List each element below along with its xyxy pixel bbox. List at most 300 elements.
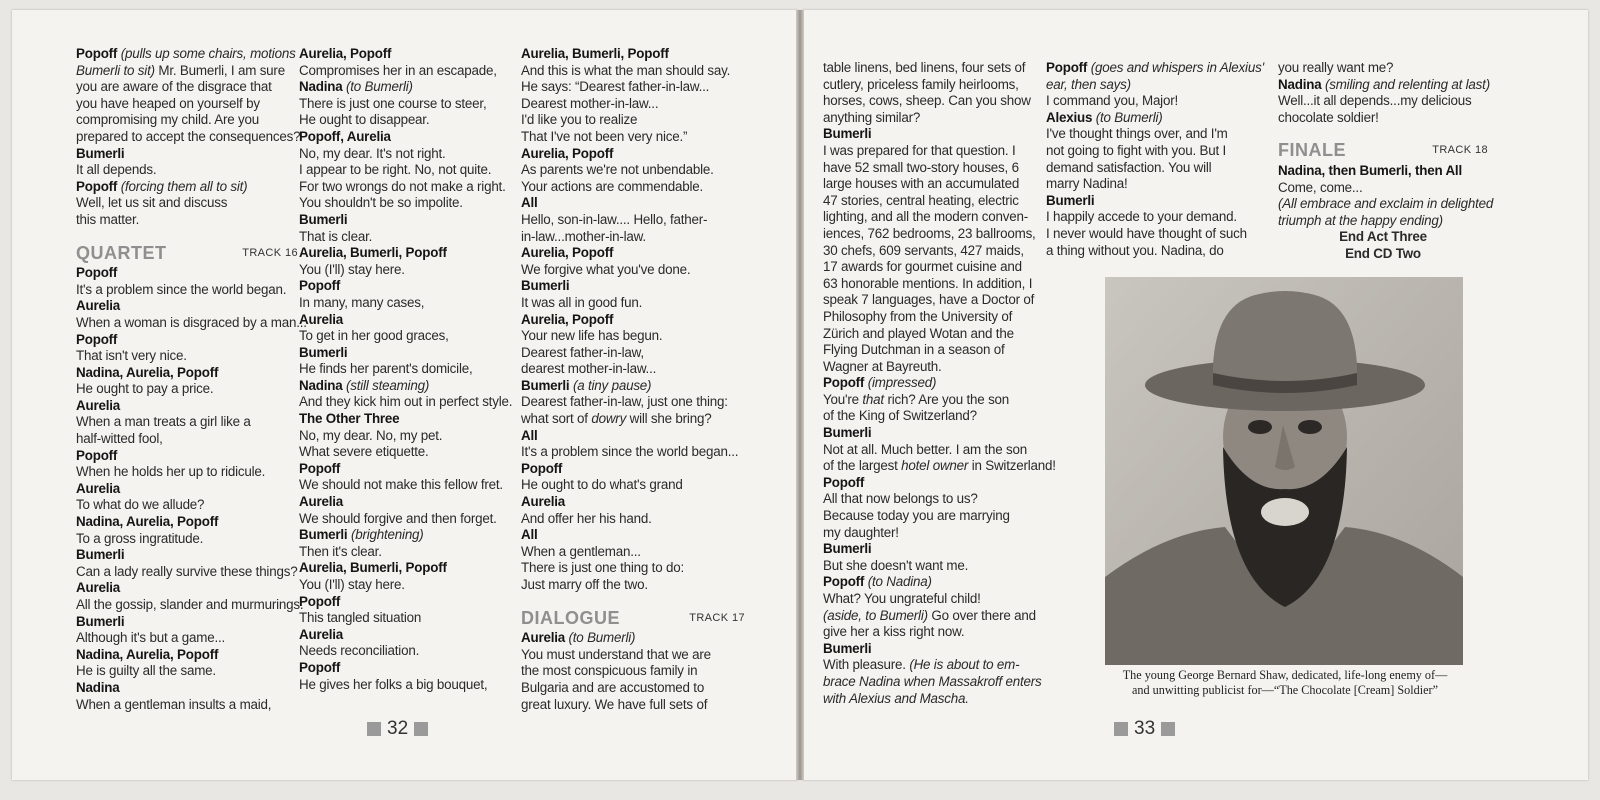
dialogue-text: horses, cows, sheep. Can you show	[823, 93, 1031, 109]
lyric-line	[1046, 209, 1261, 226]
dialogue-text: table linens, bed linens, four sets of	[823, 60, 1026, 75]
lyric-line	[823, 276, 1038, 293]
emphasis-text: dowry	[591, 411, 627, 427]
lyric-line	[299, 643, 513, 660]
dialogue-text: Bulgaria and are accustomed to	[521, 679, 705, 695]
speaker-line	[521, 195, 745, 212]
lyric-line	[76, 531, 298, 548]
speaker-name: Popoff	[823, 574, 865, 590]
lyric-line	[823, 491, 1038, 508]
dialogue-text: Hello, son-in-law.... Hello, father-	[521, 211, 708, 227]
lyric-line	[299, 63, 513, 80]
lyric-line	[299, 179, 513, 196]
lyric-line	[299, 146, 513, 163]
shaw-portrait-photo	[1105, 277, 1463, 665]
dialogue-text: What? You ungrateful child!	[823, 591, 981, 606]
dialogue-text: You're	[823, 391, 863, 407]
lyric-line	[521, 577, 745, 594]
dialogue-text: I've thought things over, and I'm	[1046, 126, 1228, 142]
dialogue-text: We should forgive and then forget.	[299, 510, 497, 526]
lyric-line	[521, 647, 745, 664]
dialogue-text: When a gentleman insults a maid,	[76, 696, 272, 712]
speaker-line	[299, 411, 513, 428]
stage-direction: (aside, to Bumerli)	[823, 607, 928, 623]
dialogue-text: prepared to accept the consequences?	[76, 128, 301, 144]
stage-direction: (to Bumerli)	[342, 79, 413, 95]
speaker-name: Bumerli	[823, 425, 872, 441]
dialogue-text: Then it's clear.	[299, 543, 382, 559]
lyric-line	[76, 348, 298, 365]
speaker-name: Aurelia, Popoff	[521, 145, 614, 161]
lyric-line	[823, 508, 1038, 525]
lyric-line	[299, 511, 513, 528]
photo-caption	[1100, 668, 1470, 698]
speaker-line	[299, 461, 513, 478]
photo-caption-line-1: The young George Bernard Shaw, dedicated, life-long enemy of—	[1122, 668, 1448, 682]
dialogue-text: I happily accede to your demand.	[1046, 209, 1237, 225]
dialogue-text: It all depends.	[76, 162, 157, 178]
speaker-name: Bumerli	[521, 278, 570, 294]
speaker-name: Bumerli	[1046, 192, 1095, 208]
lyric-line	[299, 394, 513, 411]
lyric-line	[1278, 93, 1488, 110]
dialogue-text: All the gossip, slander and murmurings.	[76, 597, 304, 612]
speaker-name: Popoff	[521, 460, 563, 476]
speaker-name: Aurelia	[76, 580, 120, 596]
speaker-name: All	[521, 527, 538, 543]
speaker-line	[1278, 163, 1488, 180]
speaker-name: Aurelia, Bumerli, Popoff	[299, 245, 447, 261]
dialogue-text: When a man treats a girl like a	[76, 414, 251, 430]
stage-direction: Bumerli to sit)	[76, 62, 155, 78]
lyric-line	[823, 309, 1038, 326]
dialogue-text: All that now belongs to us?	[823, 491, 978, 507]
dialogue-text: 63 honorable mentions. In addition, I	[823, 275, 1033, 291]
speaker-line	[1046, 110, 1261, 127]
lyric-line	[76, 96, 298, 113]
lyric-line	[1278, 246, 1488, 263]
lyric-line	[521, 444, 745, 461]
lyric-line	[299, 444, 513, 461]
dialogue-text: No, my dear. No, my pet.	[299, 427, 443, 443]
dialogue-text: Dearest father-in-law, just one thing:	[521, 394, 728, 410]
speaker-line	[299, 378, 513, 395]
speaker-name: Popoff	[299, 593, 341, 609]
dialogue-text: of the largest	[823, 458, 902, 474]
lyric-line	[299, 544, 513, 561]
stage-direction: (impressed)	[864, 375, 937, 391]
lyric-line	[823, 657, 1038, 674]
speaker-name: Popoff	[299, 659, 341, 675]
dialogue-text: great luxury. We have full sets of	[521, 696, 708, 712]
speaker-line	[76, 146, 298, 163]
dialogue-text: He ought to do what's grand	[521, 477, 683, 493]
stage-direction: (All embrace and exclaim in delighted	[1278, 196, 1494, 212]
dialogue-text: demand satisfaction. You will	[1046, 159, 1212, 175]
lyric-line	[299, 295, 513, 312]
lyric-line	[299, 428, 513, 445]
speaker-line	[76, 580, 298, 597]
emphasis-text: that	[862, 391, 884, 407]
speaker-name: All	[521, 195, 538, 211]
lyric-line	[299, 112, 513, 129]
dialogue-text: That I've not been very nice.”	[521, 128, 688, 144]
dialogue-text: Although it's but a game...	[76, 630, 226, 646]
speaker-name: Aurelia	[76, 397, 120, 413]
dialogue-text: He says: “Dearest father-in-law...	[521, 79, 710, 95]
dialogue-text: It was all in good fun.	[521, 294, 643, 310]
dialogue-text: He finds her parent's domicile,	[299, 361, 473, 377]
speaker-name: Popoff	[76, 447, 118, 463]
lyric-line	[521, 477, 745, 494]
dialogue-text: my daughter!	[823, 524, 899, 540]
speaker-line	[1046, 193, 1261, 210]
lyric-line	[1046, 176, 1261, 193]
speaker-name: Aurelia	[521, 494, 565, 510]
lyric-line	[1046, 93, 1261, 110]
page-number-right	[1114, 718, 1175, 740]
lyric-line	[76, 630, 298, 647]
lyric-line	[823, 442, 1038, 459]
dialogue-text: It's a problem since the world began...	[521, 444, 739, 460]
dialogue-text: lighting, and all the modern conven-	[823, 209, 1028, 225]
speaker-name: Aurelia, Popoff	[521, 245, 614, 261]
speaker-line	[76, 265, 298, 282]
lyric-line	[823, 326, 1038, 343]
dialogue-text: Your new life has begun.	[521, 328, 663, 344]
dialogue-text: Your actions are commendable.	[521, 178, 704, 194]
speaker-name: Aurelia	[299, 311, 343, 327]
right-page-column-1	[823, 60, 1056, 707]
page-number-left	[367, 718, 428, 740]
dialogue-text: There is just one thing to do:	[521, 560, 684, 576]
lyric-line	[76, 112, 298, 129]
lyric-line	[521, 112, 745, 129]
dialogue-text: Flying Dutchman in a season of	[823, 342, 1005, 358]
dialogue-text: this matter.	[76, 211, 140, 227]
stage-direction: (to Nadina)	[864, 574, 932, 590]
speaker-line	[76, 46, 298, 63]
lyric-line	[521, 79, 745, 96]
speaker-line	[76, 514, 298, 531]
dialogue-text: You (I'll) stay here.	[299, 261, 405, 277]
page-number-text: 33	[1134, 718, 1156, 739]
speaker-name: Bumerli	[76, 547, 125, 563]
dialogue-text: Just marry off the two.	[521, 577, 648, 592]
speaker-name: Alexius	[1046, 109, 1093, 125]
speaker-line	[299, 560, 513, 577]
dialogue-text: give her a kiss right now.	[823, 624, 965, 640]
speaker-name: Aurelia, Bumerli, Popoff	[299, 560, 447, 576]
dialogue-text: He gives her folks a big bouquet,	[299, 676, 488, 692]
lyric-line	[299, 195, 513, 212]
dialogue-text: not going to fight with you. But I	[1046, 142, 1227, 158]
speaker-line	[76, 647, 298, 664]
lyric-line	[823, 110, 1038, 127]
lyric-line	[76, 497, 298, 514]
stage-direction: (to Bumerli)	[565, 630, 636, 646]
lyric-line	[823, 292, 1038, 309]
lyric-line	[1046, 226, 1261, 243]
dialogue-text: the most conspicuous family in	[521, 663, 698, 679]
speaker-name: Aurelia	[521, 630, 565, 646]
lyric-line	[823, 193, 1038, 210]
lyric-line	[823, 624, 1038, 641]
dialogue-text: And this is what the man should say.	[521, 62, 731, 78]
lyric-line	[299, 577, 513, 594]
dialogue-text: Dearest father-in-law,	[521, 344, 644, 360]
dialogue-text: That is clear.	[299, 228, 373, 244]
speaker-name: Popoff, Aurelia	[299, 128, 391, 144]
lyric-line	[299, 477, 513, 494]
lyric-line	[521, 328, 745, 345]
lyric-line	[823, 359, 1038, 376]
dialogue-text: And they kick him out in perfect style.	[299, 394, 513, 410]
lyric-line	[76, 63, 298, 80]
lyric-line	[1046, 243, 1261, 260]
lyric-line	[823, 608, 1038, 625]
dialogue-text: I was prepared for that question. I	[823, 142, 1016, 158]
dialogue-text: 30 chefs, 609 servants, 427 maids,	[823, 242, 1024, 258]
speaker-name: Bumerli	[299, 211, 348, 227]
lyric-line	[299, 96, 513, 113]
dialogue-text: large houses with an accumulated	[823, 176, 1020, 192]
dialogue-text: dearest mother-in-law...	[521, 361, 657, 377]
speaker-line	[76, 332, 298, 349]
photo-caption-line-2: and unwitting publicist for—“The Chocolate [Cream] Soldier”	[1132, 683, 1438, 697]
speaker-line	[521, 527, 745, 544]
lyric-line	[299, 162, 513, 179]
lyric-line	[823, 93, 1038, 110]
lyric-line	[1046, 143, 1261, 160]
page-number-marker-icon	[367, 722, 381, 736]
stage-direction: ear, then says)	[1046, 76, 1131, 92]
lyric-line	[1046, 126, 1261, 143]
speaker-line	[521, 494, 745, 511]
section-heading	[521, 607, 745, 629]
dialogue-text: will she bring?	[626, 411, 712, 427]
speaker-name: Nadina	[299, 79, 343, 95]
stage-direction: (to Bumerli)	[1092, 109, 1163, 125]
speaker-name: Popoff	[76, 178, 118, 194]
speaker-name: Nadina	[1278, 76, 1322, 92]
dialogue-text: In many, many cases,	[299, 294, 425, 310]
dialogue-text: Can a lady really survive these things?	[76, 563, 298, 579]
lyric-line	[823, 60, 1038, 77]
dialogue-text: iences, 762 bedrooms, 23 ballrooms,	[823, 225, 1036, 241]
lyric-line	[823, 408, 1038, 425]
dialogue-text: Go over there and	[927, 607, 1036, 623]
dialogue-text: Wagner at Bayreuth.	[823, 358, 942, 374]
lyric-line	[521, 544, 745, 561]
speaker-line	[76, 547, 298, 564]
speaker-line	[299, 46, 513, 63]
speaker-name: Aurelia	[76, 480, 120, 496]
dialogue-text: you really want me?	[1278, 60, 1394, 75]
section-title: DIALOGUE	[521, 607, 621, 628]
lyric-line	[521, 680, 745, 697]
speaker-line	[521, 278, 745, 295]
dialogue-text: What severe etiquette.	[299, 444, 429, 460]
speaker-name: Nadina, Aurelia, Popoff	[76, 646, 219, 662]
dialogue-text: To what do we allude?	[76, 497, 205, 513]
dialogue-text: You (I'll) stay here.	[299, 577, 405, 592]
speaker-line	[299, 79, 513, 96]
lyric-line	[521, 96, 745, 113]
speaker-name: Nadina, Aurelia, Popoff	[76, 364, 219, 380]
lyric-line	[76, 128, 301, 146]
speaker-line	[521, 428, 745, 445]
lyric-line	[1046, 77, 1261, 94]
stage-direction: (still steaming)	[342, 377, 430, 393]
dialogue-text: With pleasure.	[823, 657, 910, 673]
lyric-line	[521, 229, 745, 246]
lyric-line	[823, 143, 1038, 160]
lyric-line	[521, 697, 745, 714]
lyric-line	[521, 511, 745, 528]
emphasis-text: hotel owner	[901, 458, 969, 474]
lyric-line	[299, 262, 513, 279]
dialogue-text: speak 7 languages, have a Doctor of	[823, 292, 1035, 308]
section-title: QUARTET	[76, 242, 167, 263]
speaker-line	[823, 126, 1038, 143]
speaker-name: Popoff	[76, 46, 118, 61]
lyric-line	[521, 394, 745, 411]
left-page-column-3	[521, 46, 745, 713]
lyric-line	[521, 295, 745, 312]
speaker-line	[521, 630, 745, 647]
stage-direction: brace Nadina when Massakroff enters	[823, 673, 1042, 689]
lyric-line	[823, 259, 1038, 276]
dialogue-text: I appear to be right. No, not quite.	[299, 162, 492, 178]
speaker-line	[299, 594, 513, 611]
lyric-line	[76, 431, 298, 448]
stage-direction: with Alexius and Mascha.	[823, 690, 969, 706]
dialogue-text: in-law...mother-in-law.	[521, 228, 646, 244]
speaker-name: Popoff	[76, 331, 118, 347]
track-number: TRACK 16	[242, 246, 298, 259]
dialogue-text: I'd like you to realize	[521, 112, 638, 128]
stage-direction: triumph at the happy ending)	[1278, 212, 1443, 228]
dialogue-text: I command you, Major!	[1046, 93, 1178, 109]
speaker-line	[521, 378, 745, 395]
dialogue-text: When a gentleman...	[521, 543, 641, 559]
speaker-line	[521, 146, 745, 163]
lyric-line	[521, 129, 745, 146]
dialogue-text: It's a problem since the world began.	[76, 281, 287, 297]
lyric-line	[299, 229, 513, 246]
lyric-line	[76, 79, 298, 96]
page-number-marker-icon	[414, 722, 428, 736]
dialogue-text: To a gross ingratitude.	[76, 530, 204, 546]
speaker-line	[823, 425, 1038, 442]
dialogue-text: Because today you are marrying	[823, 508, 1010, 524]
lyric-line	[76, 282, 298, 299]
lyric-line	[521, 179, 745, 196]
dialogue-text: have 52 small two-story houses, 6	[823, 159, 1019, 175]
emphasis-text: (He is about to em-	[909, 657, 1020, 673]
speaker-name: Popoff	[1046, 60, 1088, 75]
book-gutter	[796, 10, 804, 780]
lyric-line	[823, 691, 1038, 708]
speaker-name: Popoff	[823, 375, 865, 391]
speaker-name: Bumerli	[299, 527, 348, 543]
dialogue-text: Philosophy from the University of	[823, 308, 1013, 324]
lyric-line	[521, 63, 745, 80]
left-page-column-2	[299, 46, 513, 693]
right-page-column-2	[1046, 60, 1264, 259]
lyric-line	[823, 342, 1038, 359]
stage-direction: (brightening)	[347, 527, 424, 543]
dialogue-text: 17 awards for gourmet cuisine and	[823, 259, 1022, 275]
lyric-line	[76, 597, 304, 614]
dialogue-text: chocolate soldier!	[1278, 109, 1379, 125]
dialogue-text: what sort of	[521, 411, 592, 427]
dialogue-text: of the King of Switzerland?	[823, 408, 977, 424]
dialogue-text: Mr. Bumerli, I am sure	[154, 62, 285, 78]
dialogue-text: He ought to disappear.	[299, 112, 430, 128]
dialogue-text: Well...it all depends...my delicious	[1278, 93, 1472, 109]
lyric-line	[76, 697, 298, 714]
section-heading	[1278, 142, 1488, 161]
stage-direction: (a tiny pause)	[569, 377, 652, 393]
dialogue-text: anything similar?	[823, 109, 921, 125]
speaker-name: Bumerli	[76, 613, 125, 629]
dialogue-text: rich? Are you the son	[883, 391, 1010, 407]
speaker-name: Bumerli	[823, 126, 872, 142]
dialogue-text: compromising my child. Are you	[76, 112, 260, 128]
lyric-line	[76, 212, 298, 229]
dialogue-text: But she doesn't want me.	[823, 557, 969, 573]
lyric-line	[1278, 110, 1488, 127]
lyric-line	[823, 458, 1056, 475]
lyric-line	[76, 414, 298, 431]
speaker-line	[299, 345, 513, 362]
dialogue-text: For two wrongs do not make a right.	[299, 178, 506, 194]
lyric-line	[823, 226, 1038, 243]
dialogue-text: You must understand that we are	[521, 646, 711, 662]
speaker-line	[299, 312, 513, 329]
dialogue-text: a thing without you. Nadina, do	[1046, 242, 1224, 258]
dialogue-text: He ought to pay a price.	[76, 381, 214, 397]
dialogue-text: Dearest mother-in-law...	[521, 95, 659, 111]
dialogue-text: He is guilty all the same.	[76, 663, 216, 679]
lyric-line	[299, 361, 513, 378]
speaker-line	[299, 212, 513, 229]
dialogue-text: I never would have thought of such	[1046, 225, 1247, 241]
dialogue-text: As parents we're not unbendable.	[521, 162, 714, 178]
dialogue-text: Come, come...	[1278, 179, 1363, 195]
lyric-line	[823, 160, 1038, 177]
speaker-name: Bumerli	[76, 145, 125, 161]
lyric-line	[76, 381, 298, 398]
lyric-line	[1278, 229, 1488, 246]
speaker-line	[299, 527, 513, 544]
right-page-column-3	[1278, 60, 1494, 263]
dialogue-text: This tangled situation	[299, 610, 422, 626]
left-page-column-1	[76, 46, 307, 713]
dialogue-text: you have heaped on yourself by	[76, 95, 260, 111]
lyric-line	[823, 176, 1038, 193]
dialogue-text: Well, let us sit and discuss	[76, 195, 228, 211]
dialogue-text: We forgive what you've done.	[521, 261, 691, 277]
dialogue-text: marry Nadina!	[1046, 176, 1128, 192]
speaker-line	[299, 278, 513, 295]
closing-note: End Act Three	[1339, 229, 1427, 245]
stage-direction: (pulls up some chairs, motions	[117, 46, 296, 61]
speaker-name: Bumerli	[299, 344, 348, 360]
speaker-name: Nadina	[76, 679, 120, 695]
